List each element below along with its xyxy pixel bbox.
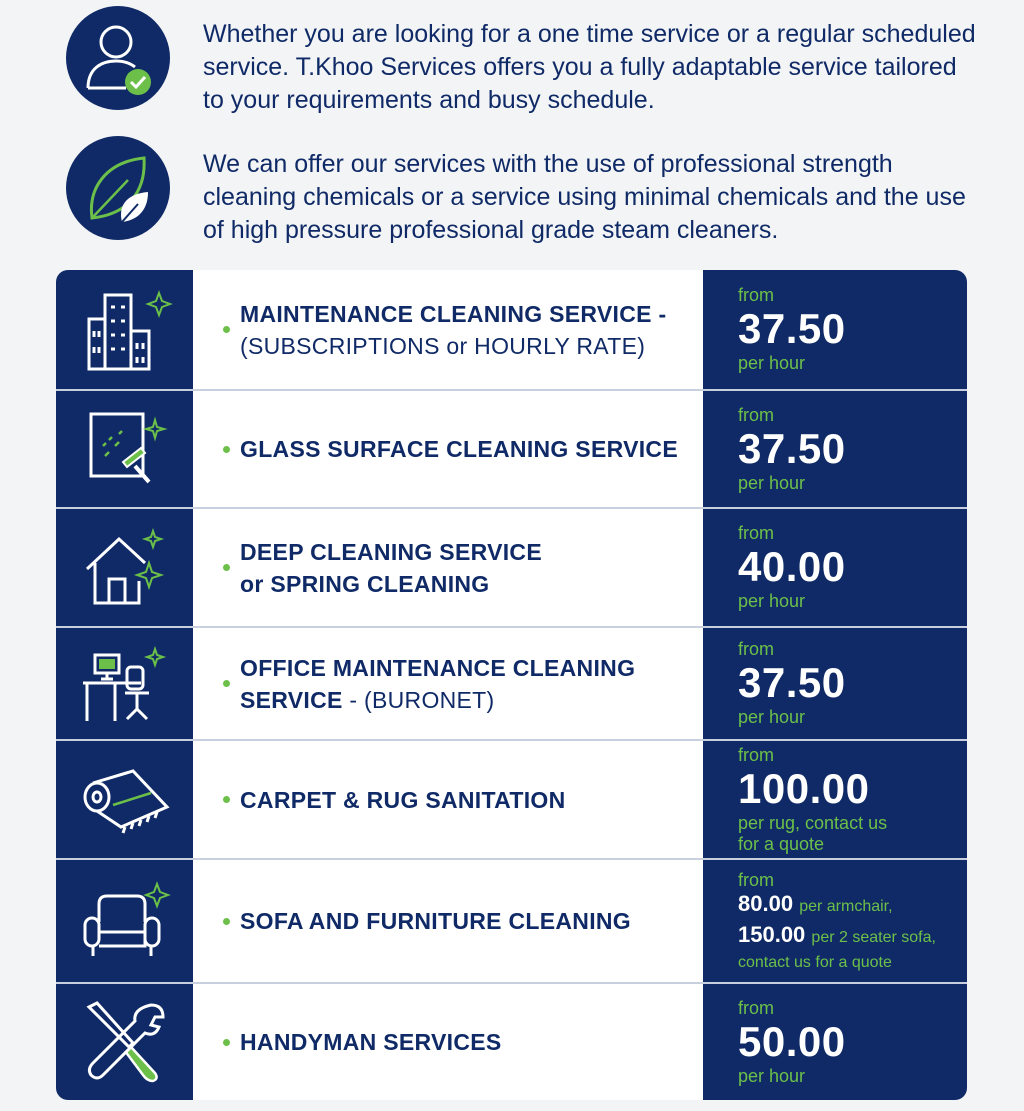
price-unit: per hour [738,1065,806,1086]
service-subtitle: - (BURONET) [349,686,495,713]
leaf-icon [66,136,170,240]
intro-text: Whether you are looking for a one time service or a regular scheduled service. T.Khoo Services offers you a fully adaptable service tailored to your requirements and busy schedule. [203,20,976,114]
building-icon [56,270,193,389]
from-label: from [738,404,774,425]
price-cell [703,391,967,507]
table-row [56,270,967,391]
table-row [56,984,967,1100]
service-name: CARPET & RUG SANITATION [240,786,566,813]
price-unit: per hour [738,353,806,373]
from-label: from [738,997,774,1018]
service-name-cell [193,270,703,389]
price-unit: per hour [738,707,806,727]
price-cell [703,860,967,982]
price-cell [703,509,967,626]
from-label: from [738,744,774,765]
user-check-icon [66,6,170,110]
service-name-cell [193,391,703,507]
price-armchair-unit: per armchair, [799,897,893,915]
price-value: 40.00 [738,543,846,590]
price-cell [703,741,967,858]
bullet [223,918,230,925]
bullet [223,564,230,571]
bullet [223,1039,230,1046]
price-cell [703,984,967,1100]
service-line2: SPRING CLEANING [270,570,490,597]
from-label: from [738,285,774,305]
service-name-cell [193,860,703,982]
bullet [223,680,230,687]
service-name: DEEP CLEANING SERVICE [240,538,542,565]
from-label: from [738,523,774,543]
price-armchair: 80.00 [738,890,794,916]
price-note: contact us for a quote [738,953,892,971]
price-sofa-unit: per 2 seater sofa, [811,928,936,946]
services-table [56,270,967,1100]
service-name: MAINTENANCE CLEANING SERVICE - [240,300,667,327]
house-sparkle-icon [56,509,193,626]
table-row [56,628,967,741]
service-line2-prefix: or [240,570,264,597]
table-row [56,391,967,509]
table-row [56,741,967,860]
carpet-roll-icon [56,741,193,858]
bullet [223,446,230,453]
armchair-icon [56,860,193,982]
service-name: HANDYMAN SERVICES [240,1029,502,1055]
service-subtitle: (SUBSCRIPTIONS or HOURLY RATE) [240,332,646,359]
from-label: from [738,639,774,659]
price-value: 37.50 [738,305,846,352]
price-value: 50.00 [738,1017,846,1065]
service-name-cell [193,628,703,739]
window-squeegee-icon [56,391,193,507]
bullet [223,326,230,333]
price-cell [703,628,967,739]
price-unit-line2: for a quote [738,833,825,854]
intro-text: We can offer our services with the use of professional strength cleaning chemicals or a service using minimal chemicals and the use of high pressure professional grade steam cleaners. [203,150,966,244]
price-value: 37.50 [738,659,846,706]
service-name-cell [193,741,703,858]
service-name: SOFA AND FURNITURE CLEANING [240,908,632,934]
service-line2: SERVICE [240,686,343,713]
price-unit: per hour [738,591,806,611]
tools-icon [56,984,193,1100]
service-name-cell [193,509,703,626]
from-label: from [738,869,774,890]
table-row [56,509,967,628]
price-value: 37.50 [738,424,846,472]
office-desk-icon [56,628,193,739]
price-sofa: 150.00 [738,921,806,947]
service-name: GLASS SURFACE CLEANING SERVICE [240,436,678,462]
price-value: 100.00 [738,764,870,812]
price-unit: per hour [738,472,806,493]
price-cell [703,270,967,389]
service-name-cell [193,984,703,1100]
bullet [223,796,230,803]
table-row [56,860,967,984]
service-name: OFFICE MAINTENANCE CLEANING [240,654,636,681]
price-unit: per rug, contact us [738,812,888,833]
